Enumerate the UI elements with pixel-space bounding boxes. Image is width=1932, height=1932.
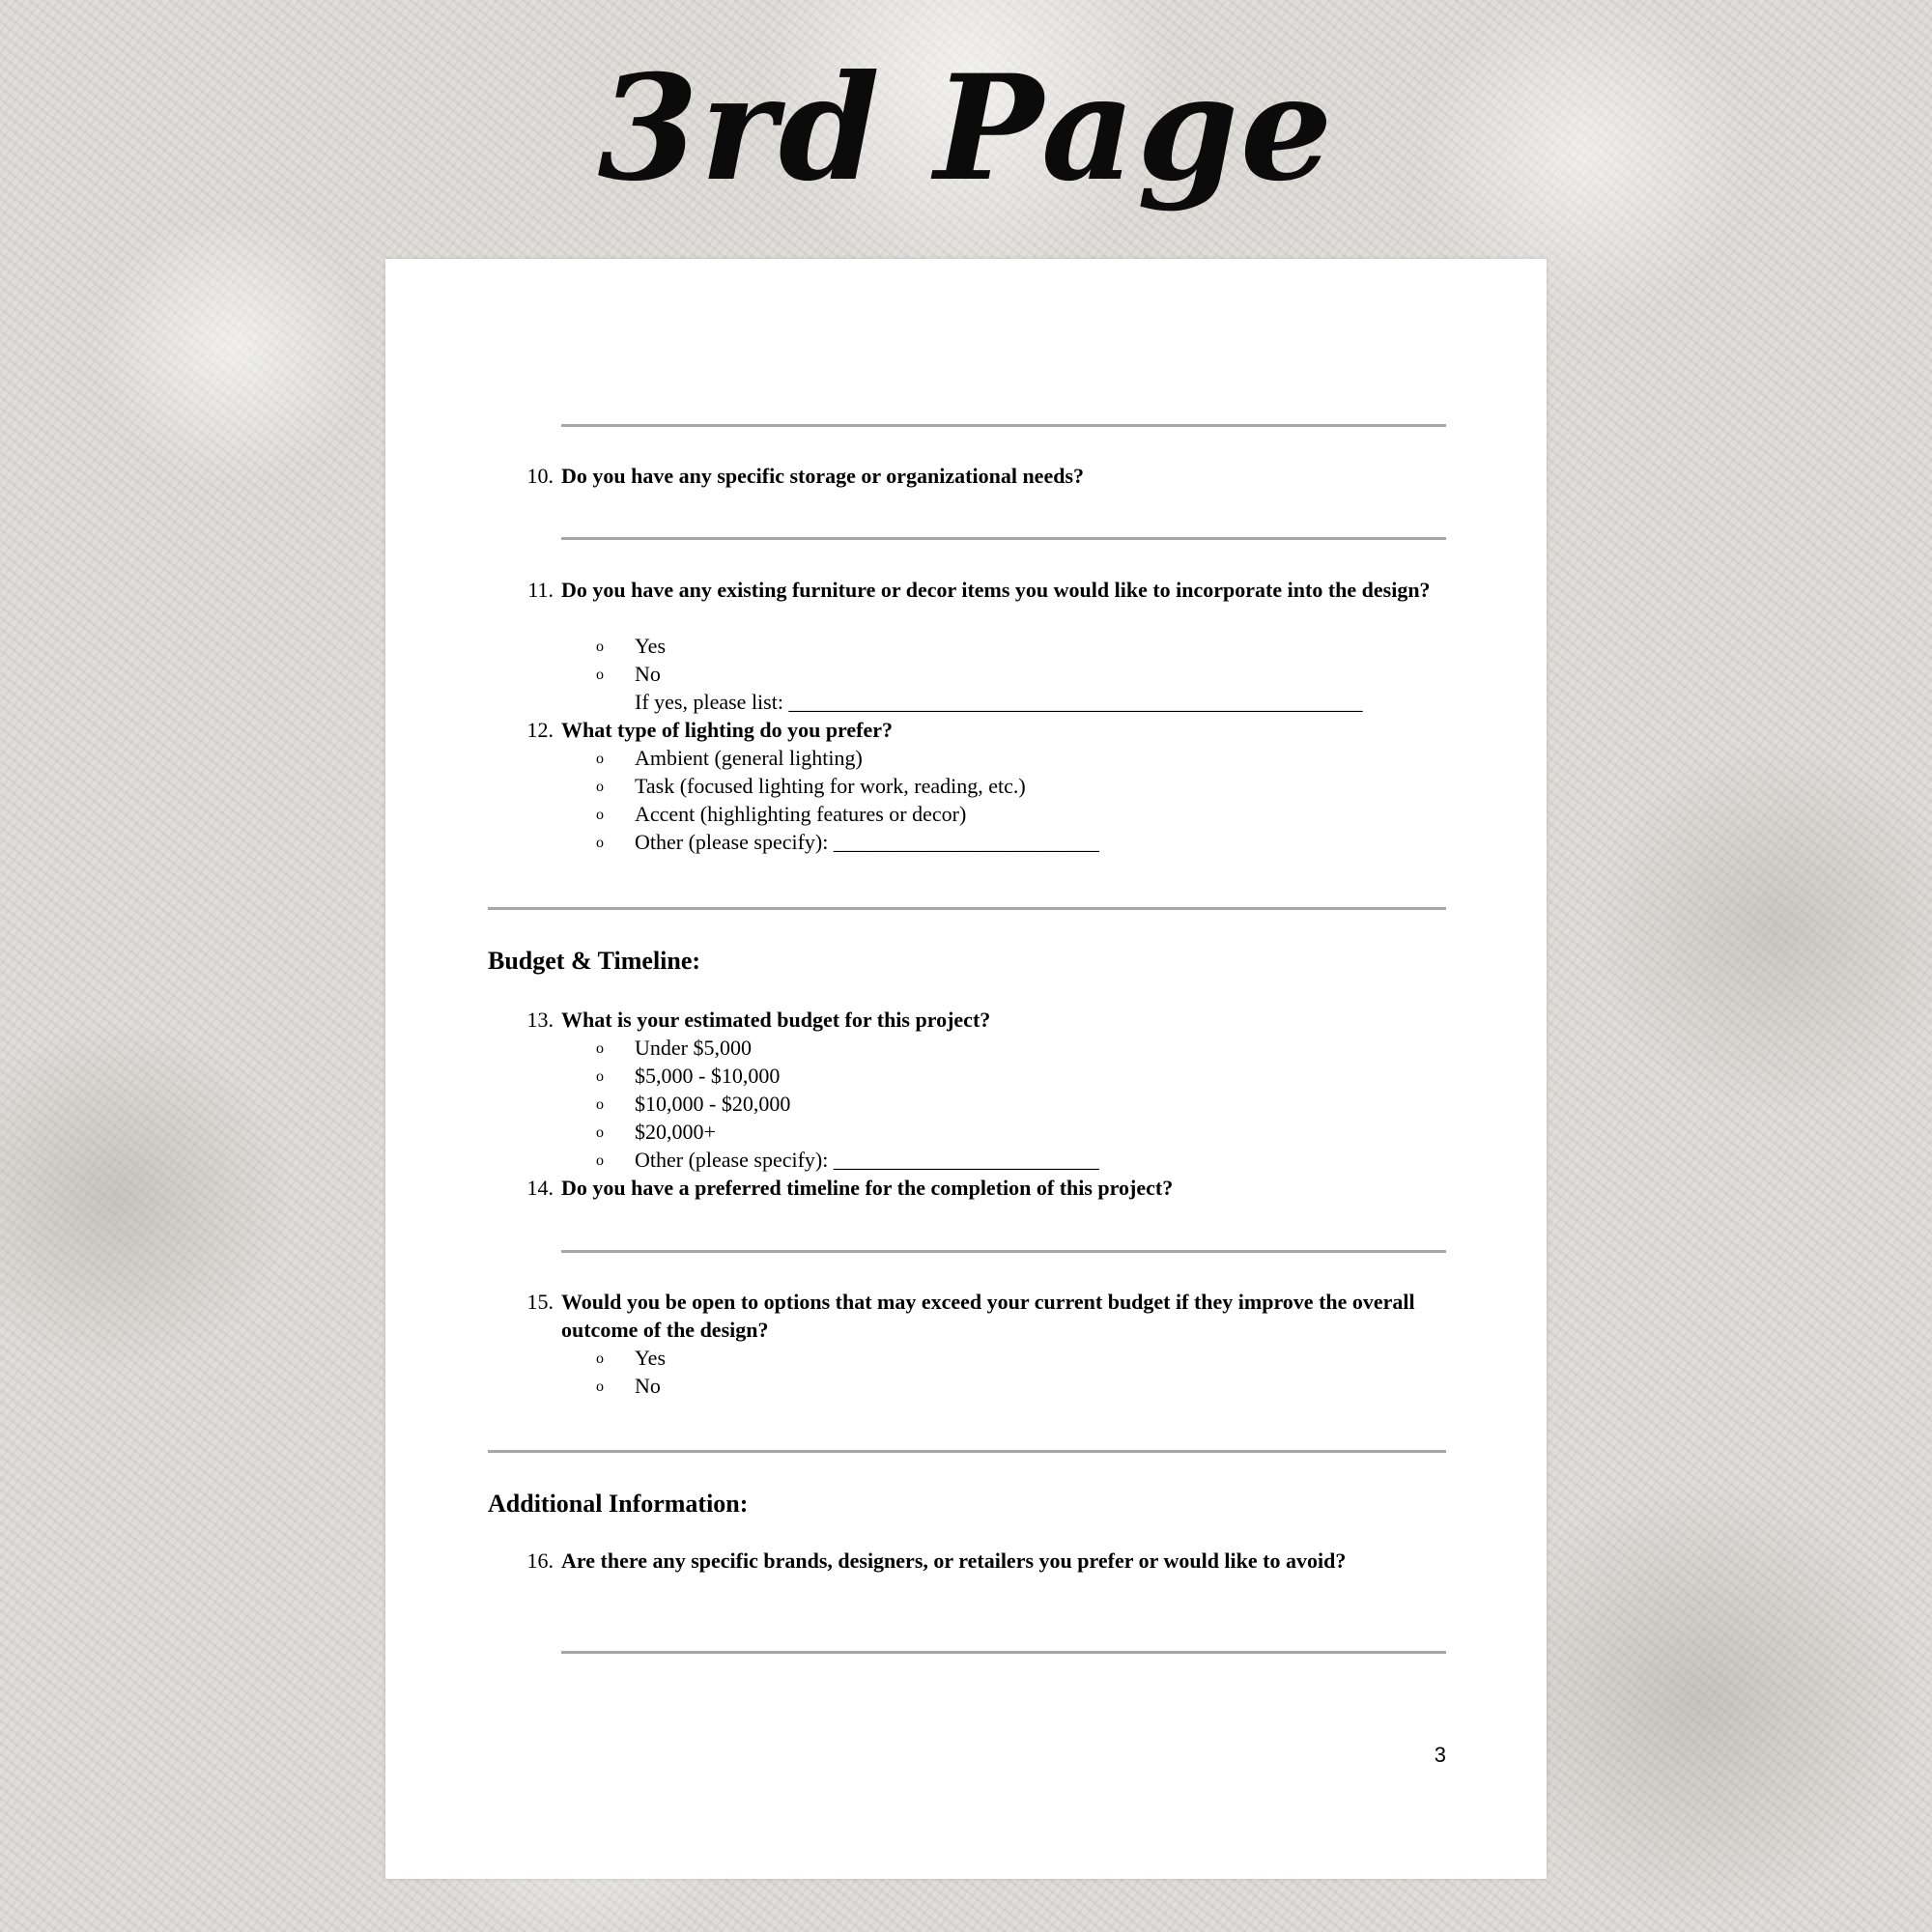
question-text: Are there any specific brands, designers, or retailers you prefer or would like to avoid? xyxy=(561,1548,1347,1573)
question-text: Do you have a preferred timeline for the completion of this project? xyxy=(561,1176,1174,1200)
section-divider xyxy=(488,1450,1446,1453)
question-number: 15. xyxy=(526,1290,554,1314)
radio-bullet-icon: o xyxy=(596,1124,604,1141)
option-item[interactable] xyxy=(596,828,1099,859)
radio-bullet-icon: o xyxy=(596,1068,604,1085)
radio-bullet-icon: o xyxy=(596,751,604,767)
radio-bullet-icon: o xyxy=(596,779,604,795)
option-label: No xyxy=(635,662,661,686)
option-item[interactable] xyxy=(596,1372,661,1403)
question-text: Would you be open to options that may exceed your current budget if they improve the overall outcome of the design? xyxy=(561,1290,1415,1342)
radio-bullet-icon: o xyxy=(596,835,604,851)
followup-prompt[interactable]: If yes, please list: ______________________________________________________ xyxy=(635,690,1363,714)
option-item[interactable] xyxy=(596,1034,752,1065)
radio-bullet-icon: o xyxy=(596,667,604,683)
question-text: Do you have any existing furniture or decor items you would like to incorporate into the design? xyxy=(561,578,1431,602)
option-label: No xyxy=(635,1374,661,1398)
answer-line xyxy=(561,1651,1446,1654)
radio-bullet-icon: o xyxy=(596,1350,604,1367)
radio-bullet-icon: o xyxy=(596,1152,604,1169)
question-number: 14. xyxy=(526,1176,554,1200)
option-label: $5,000 - $10,000 xyxy=(635,1064,781,1088)
section-heading-additional: Additional Information: xyxy=(488,1490,749,1518)
radio-bullet-icon: o xyxy=(596,807,604,823)
option-label: Accent (highlighting features or decor) xyxy=(635,802,967,826)
option-item[interactable] xyxy=(596,800,966,831)
radio-bullet-icon: o xyxy=(596,639,604,655)
question-number: 12. xyxy=(526,718,554,742)
question-number: 10. xyxy=(526,464,554,488)
document-page xyxy=(385,259,1547,1879)
option-item[interactable] xyxy=(596,660,661,691)
option-item[interactable] xyxy=(596,1344,666,1375)
section-divider xyxy=(488,907,1446,910)
option-item[interactable] xyxy=(596,772,1026,803)
section-heading-budget: Budget & Timeline: xyxy=(488,947,701,975)
banner-title: 3rd Page xyxy=(597,43,1335,213)
option-label: Other (please specify): _________________________ xyxy=(635,830,1099,854)
radio-bullet-icon: o xyxy=(596,1378,604,1395)
radio-bullet-icon: o xyxy=(596,1040,604,1057)
option-item[interactable] xyxy=(596,1090,790,1121)
question-text: What type of lighting do you prefer? xyxy=(561,718,894,742)
option-item[interactable] xyxy=(596,744,863,775)
option-item[interactable] xyxy=(596,1146,1099,1177)
question-number: 13. xyxy=(526,1008,554,1032)
option-label: $10,000 - $20,000 xyxy=(635,1092,791,1116)
option-item[interactable] xyxy=(596,632,666,663)
page-number: 3 xyxy=(1434,1743,1446,1767)
radio-bullet-icon: o xyxy=(596,1096,604,1113)
answer-line xyxy=(561,537,1446,540)
question-text: Do you have any specific storage or organizational needs? xyxy=(561,464,1085,488)
option-label: Yes xyxy=(635,634,667,658)
option-label: Under $5,000 xyxy=(635,1036,752,1060)
answer-line xyxy=(561,1250,1446,1253)
option-label: Task (focused lighting for work, reading, etc.) xyxy=(635,774,1026,798)
option-label: Other (please specify): _________________________ xyxy=(635,1148,1099,1172)
option-item[interactable] xyxy=(596,1118,716,1149)
answer-line xyxy=(561,424,1446,427)
option-item[interactable] xyxy=(596,1062,780,1093)
option-label: Yes xyxy=(635,1346,667,1370)
question-text: What is your estimated budget for this project? xyxy=(561,1008,991,1032)
question-number: 11. xyxy=(527,578,554,602)
option-label: Ambient (general lighting) xyxy=(635,746,863,770)
question-number: 16. xyxy=(526,1548,554,1573)
option-label: $20,000+ xyxy=(635,1120,716,1144)
